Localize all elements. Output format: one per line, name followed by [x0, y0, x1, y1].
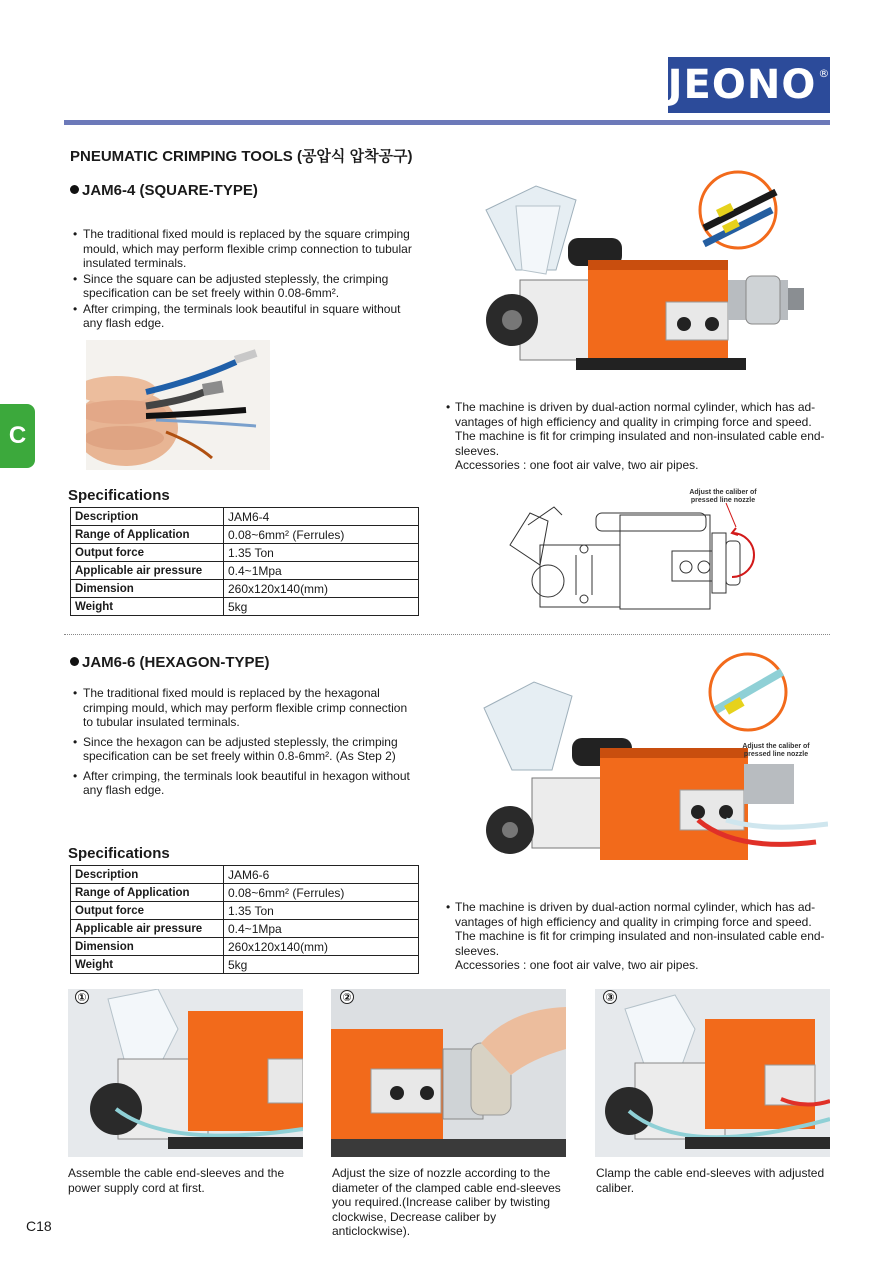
spec-title-jam6-6: Specifications [68, 845, 170, 862]
table-row: Range of Application 0.08~6mm² (Ferrules) [71, 884, 419, 902]
step-2-photo [331, 989, 566, 1157]
accessories-text: Accessories : one foot air valve, two air pipes. [455, 458, 699, 472]
feature-list-jam6-6 [70, 686, 420, 803]
feature-list-jam6-4 [70, 227, 420, 332]
table-row: Description JAM6-6 [71, 866, 419, 884]
table-row: Output force 1.35 Ton [71, 544, 419, 562]
page-title: PNEUMATIC CRIMPING TOOLS (공압식 압착공구) [70, 148, 413, 165]
list-item: • Since the hexagon can be adjusted steplessly, the crimping specification can be set freely within 0.8-6mm². (As Step 2) [70, 735, 420, 764]
step-2-caption: Adjust the size of nozzle according to the diameter of the clamped cable end-sleeves you required.(Increase caliber by twisting clockwise, Decrease caliber by anticlockwise). [332, 1166, 561, 1238]
step-1-photo [68, 989, 303, 1157]
spec-table-jam6-6 [70, 865, 419, 974]
accessories-text: Accessories : one foot air valve, two air pipes. [455, 958, 699, 972]
description-jam6-6: • The machine is driven by dual-action normal cylinder, which has ad-vantages of high efficiency and quality in crimping force and speed. The machine is fit for crimping insulated and non-insulated cable end-sleeves. Accessories : one foot air valve, two air pipes. [446, 900, 828, 973]
crimping-machine-illustration [476, 170, 828, 382]
step-1-caption: Assemble the cable end-sleeves and the power supply cord at first. [68, 1166, 285, 1195]
annotation-adjust-caliber: Adjust the caliber of pressed line nozzle [689, 489, 757, 504]
spec-table-jam6-4 [70, 507, 419, 616]
table-row: Dimension 260x120x140(mm) [71, 938, 419, 956]
bullet-dot-icon [70, 185, 79, 194]
table-row: Range of Application 0.08~6mm² (Ferrules) [71, 526, 419, 544]
description-jam6-4: • The machine is driven by dual-action normal cylinder, which has ad-vantages of high efficiency and quality in crimping force and speed. The machine is fit for crimping insulated and non-insulated cable end-sleeves. Accessories : one foot air valve, two air pipes. [446, 400, 828, 473]
crimping-machine-illustration [476, 652, 828, 872]
section-title-jam6-6: JAM6-6 (HEXAGON-TYPE) [70, 654, 270, 671]
step-3-number: ③ [603, 990, 617, 1004]
spec-title-jam6-4: Specifications [68, 487, 170, 504]
list-item: • After crimping, the terminals look beautiful in square without any flash edge. [70, 302, 420, 331]
header-rule [64, 120, 830, 125]
table-row: Output force 1.35 Ton [71, 902, 419, 920]
step-2-illustration [331, 989, 566, 1157]
list-item: • Since the square can be adjusted steplessly, the crimping specification can be set freely within 0.08-6mm². [70, 272, 420, 301]
section-title-jam6-4: JAM6-4 (SQUARE-TYPE) [70, 182, 258, 199]
list-item: • The traditional fixed mould is replaced by the hexagonal crimping mould, which may perform flexible crimp connection to tubular insulated terminals. [70, 686, 420, 730]
step-1-number: ① [75, 990, 89, 1004]
table-row: Dimension 260x120x140(mm) [71, 580, 419, 598]
description-text: The machine is driven by dual-action normal cylinder, which has ad-vantages of high efficiency and quality in crimping force and speed. The machine is fit for crimping insulated and non-insulated cable end-sleeves. [455, 400, 825, 458]
step-3-caption: Clamp the cable end-sleeves with adjusted caliber. [596, 1166, 825, 1195]
ferrule-photo-illustration [86, 340, 270, 470]
bullet-dot-icon [70, 657, 79, 666]
description-text: The machine is driven by dual-action normal cylinder, which has ad-vantages of high efficiency and quality in crimping force and speed. The machine is fit for crimping insulated and non-insulated cable end-sleeves. [455, 900, 825, 958]
table-row: Applicable air pressure 0.4~1Mpa [71, 920, 419, 938]
section-divider [64, 634, 830, 635]
step-3-illustration [595, 989, 830, 1157]
list-item: • The traditional fixed mould is replaced by the square crimping mould, which may perform flexible crimp connection to tubular insulated terminals. [70, 227, 420, 271]
list-item: • After crimping, the terminals look beautiful in hexagon without any flash edge. [70, 769, 420, 798]
machine-line-drawing [500, 485, 760, 620]
step-3-photo [595, 989, 830, 1157]
table-row: Weight 5kg [71, 956, 419, 974]
machine-photo-jam6-4 [476, 170, 828, 382]
brand-logo: JEONO ® [668, 57, 830, 113]
table-row: Description JAM6-4 [71, 508, 419, 526]
page-number: C18 [26, 1218, 52, 1234]
step-1-illustration [68, 989, 303, 1157]
annotation-adjust-caliber: Adjust the caliber of pressed line nozzle [742, 743, 810, 758]
table-row: Applicable air pressure 0.4~1Mpa [71, 562, 419, 580]
table-row: Weight 5kg [71, 598, 419, 616]
machine-photo-jam6-6 [476, 652, 828, 872]
ferrule-photo [86, 340, 270, 470]
machine-outline-illustration [500, 485, 760, 620]
section-tab: C [0, 404, 35, 468]
step-2-number: ② [340, 990, 354, 1004]
